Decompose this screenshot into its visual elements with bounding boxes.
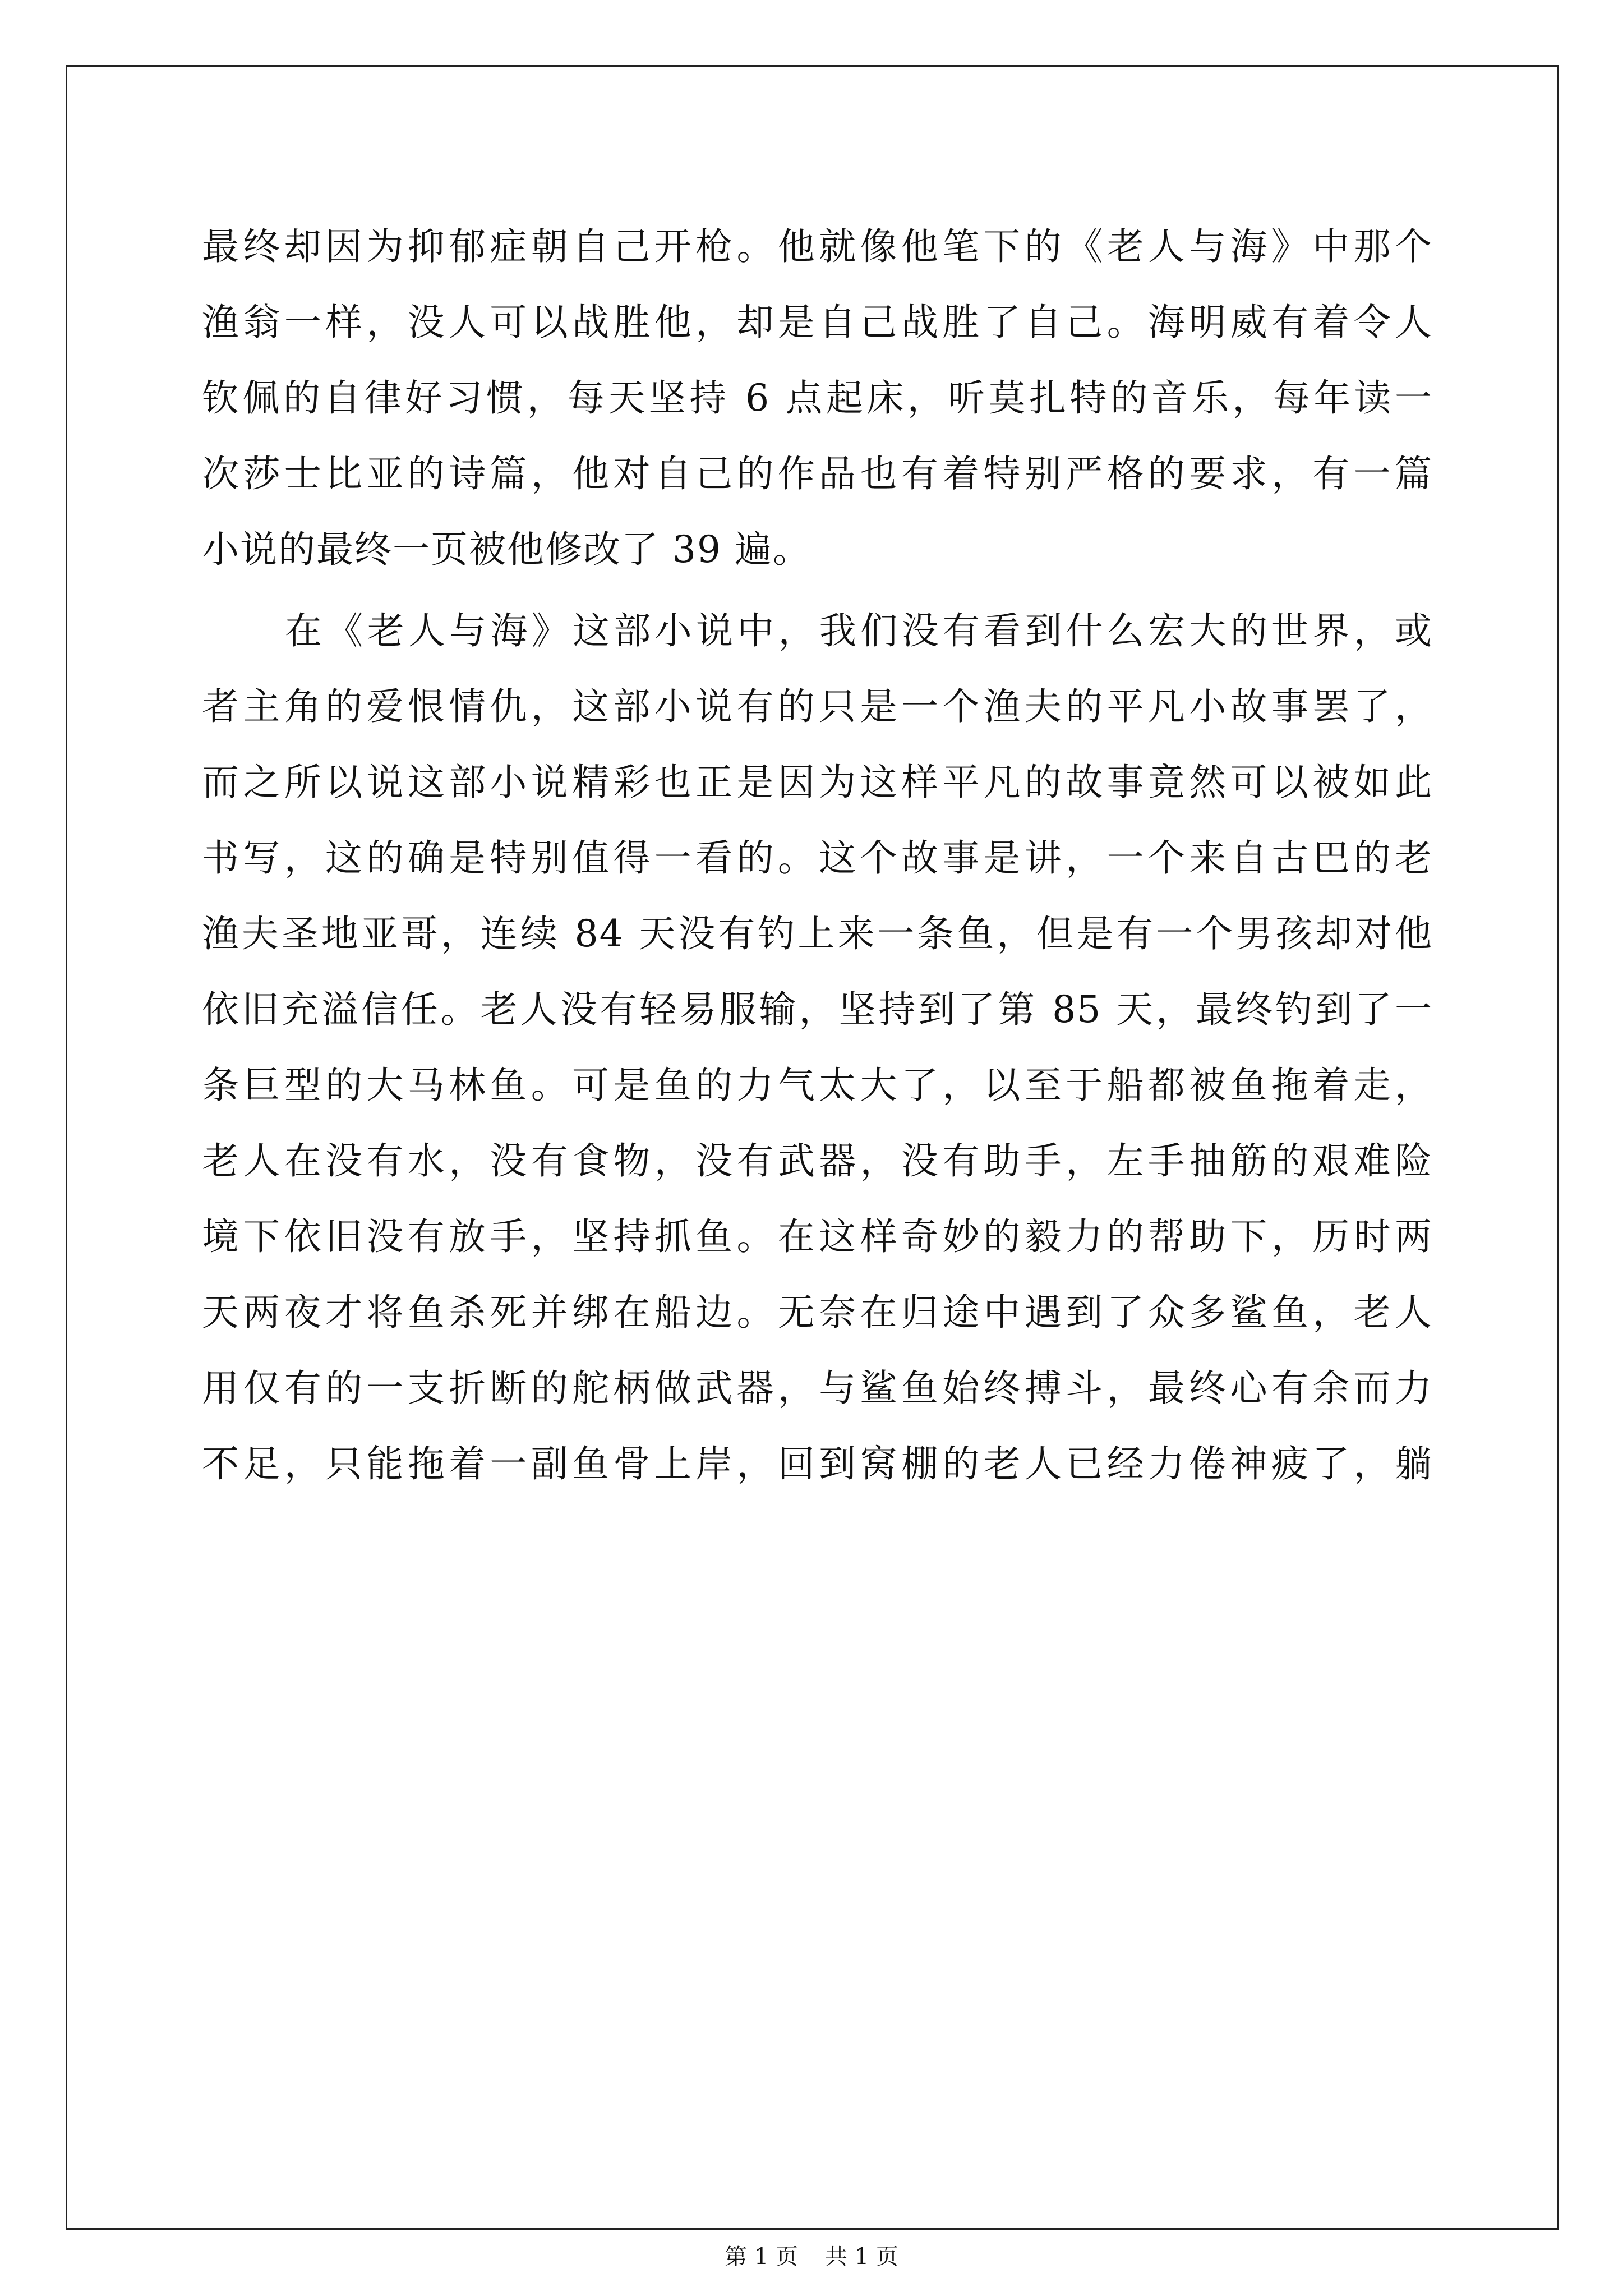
text-line: 条巨型的大马林鱼。可是鱼的力气太大了，以至于船都被鱼拖着走， bbox=[202, 1064, 1433, 1107]
text-line: 书写，这的确是特别值得一看的。这个故事是讲，一个来自古巴的老 bbox=[202, 836, 1433, 880]
text-line: 渔夫圣地亚哥，连续 84 天没有钓上来一条鱼，但是有一个男孩却对他 bbox=[202, 912, 1433, 955]
text-line: 境下依旧没有放手，坚持抓鱼。在这样奇妙的毅力的帮助下，历时两 bbox=[202, 1215, 1433, 1258]
text-line: 老人在没有水，没有食物，没有武器，没有助手，左手抽筋的艰难险 bbox=[202, 1139, 1433, 1182]
page-footer bbox=[0, 2243, 1623, 2271]
text-line: 用仅有的一支折断的舵柄做武器，与鲨鱼始终搏斗，最终心有余而力 bbox=[202, 1366, 1433, 1410]
text-line: 最终却因为抑郁症朝自己开枪。他就像他笔下的《老人与海》中那个 bbox=[202, 225, 1433, 268]
text-line: 不足，只能拖着一副鱼骨上岸，回到窝棚的老人已经力倦神疲了，躺 bbox=[202, 1442, 1433, 1485]
text-line: 次莎士比亚的诗篇，他对自己的作品也有着特别严格的要求，有一篇 bbox=[202, 452, 1433, 495]
text-line: 小说的最终一页被他修改了 39 遍。 bbox=[202, 528, 811, 571]
text-line: 依旧充溢信任。老人没有轻易服输，坚持到了第 85 天，最终钓到了一 bbox=[202, 988, 1433, 1031]
page-number-current: 第 1 页 bbox=[725, 2244, 798, 2270]
text-line: 渔翁一样，没人可以战胜他，却是自己战胜了自己。海明威有着令人 bbox=[202, 301, 1433, 344]
text-line: 者主角的爱恨情仇，这部小说有的只是一个渔夫的平凡小故事罢了， bbox=[202, 685, 1433, 728]
text-line: 而之所以说这部小说精彩也正是因为这样平凡的故事竟然可以被如此 bbox=[202, 761, 1433, 804]
text-line: 钦佩的自律好习惯，每天坚持 6 点起床，听莫扎特的音乐，每年读一 bbox=[202, 376, 1433, 420]
text-line: 天两夜才将鱼杀死并绑在船边。无奈在归途中遇到了众多鲨鱼，老人 bbox=[202, 1291, 1433, 1334]
paragraph-first-line: 在《老人与海》这部小说中，我们没有看到什么宏大的世界，或 bbox=[285, 609, 1433, 652]
page-number-total: 共 1 页 bbox=[825, 2244, 898, 2270]
